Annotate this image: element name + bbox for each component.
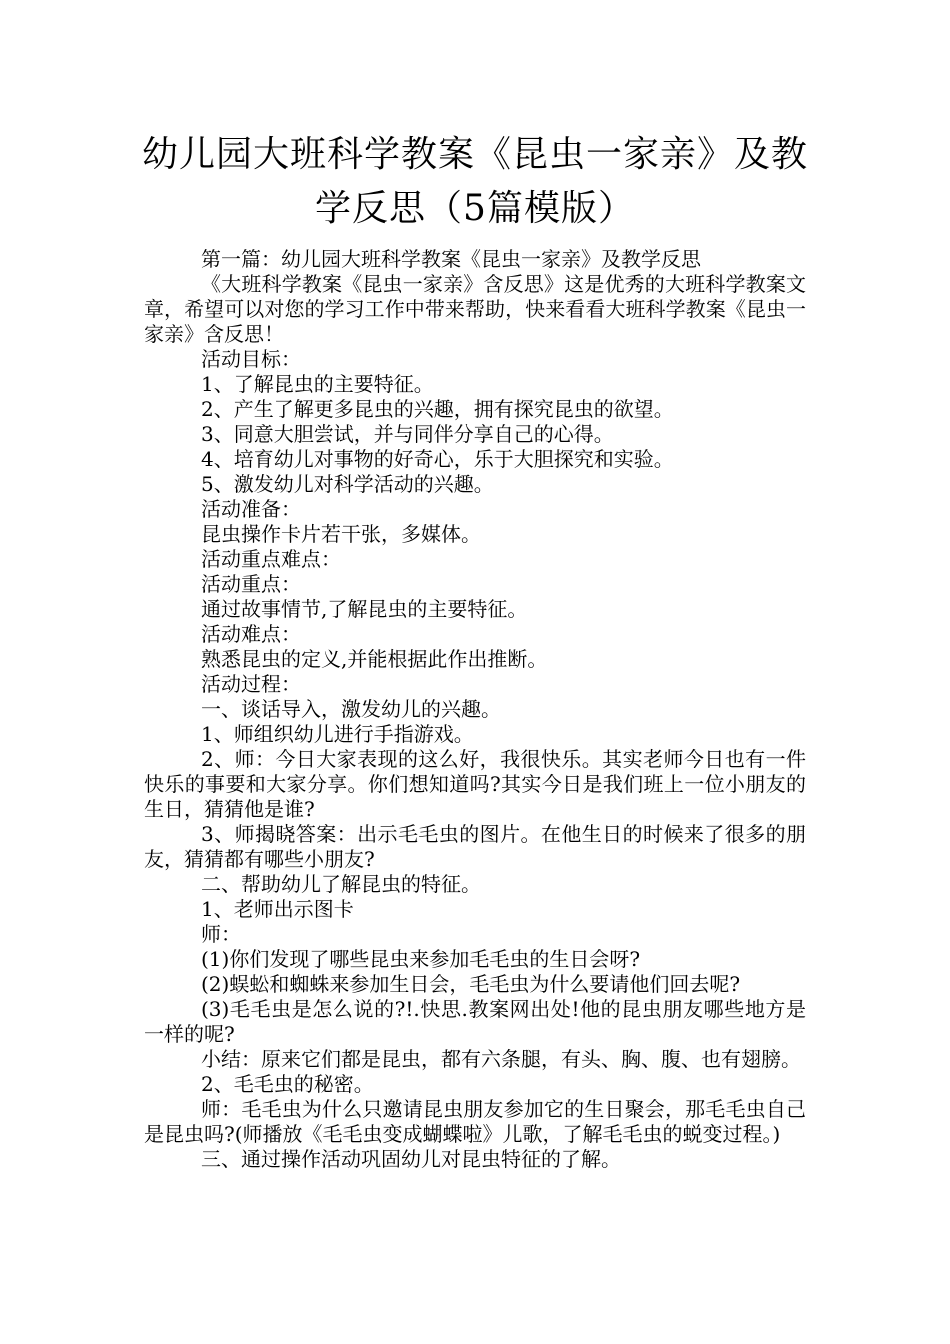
process-step: 2、师：今日大家表现的这么好，我很快乐。其实老师今日也有一件快乐的事要和大家分享。你们想知道吗?其实今日是我们班上一位小朋友的生日，猜猜他是谁? xyxy=(144,747,806,821)
goal-item: 1、了解昆虫的主要特征。 xyxy=(201,372,434,396)
heading-key-points: 活动重点： xyxy=(201,572,301,596)
difficulties-text: 熟悉昆虫的定义,并能根据此作出推断。 xyxy=(201,647,548,671)
goal-item: 2、产生了解更多昆虫的兴趣，拥有探究昆虫的欲望。 xyxy=(201,397,674,421)
heading-process: 活动过程： xyxy=(201,672,301,696)
preparation-text: 昆虫操作卡片若干张，多媒体。 xyxy=(201,522,481,546)
process-step: 1、师组织幼儿进行手指游戏。 xyxy=(201,722,474,746)
intro-paragraph: 《大班科学教案《昆虫一家亲》含反思》这是优秀的大班科学教案文章，希望可以对您的学习工作中带来帮助，快来看看大班科学教案《昆虫一家亲》含反思！ xyxy=(144,272,806,346)
title-line-1: 幼儿园大班科学教案《昆虫一家亲》及教 xyxy=(141,134,808,175)
heading-goals: 活动目标： xyxy=(201,347,301,371)
process-step: 一、谈话导入，激发幼儿的兴趣。 xyxy=(201,697,501,721)
question-item: (2)蜈蚣和蜘蛛来参加生日会，毛毛虫为什么要请他们回去呢? xyxy=(201,972,741,996)
summary-text: 小结：原来它们都是昆虫，都有六条腿，有头、胸、腹、也有翅膀。 xyxy=(201,1047,801,1071)
process-step: 1、老师出示图卡 xyxy=(201,897,354,921)
document-body xyxy=(144,247,806,1172)
process-step: 师： xyxy=(201,922,241,946)
goal-item: 5、激发幼儿对科学活动的兴趣。 xyxy=(201,472,494,496)
process-step: 三、通过操作活动巩固幼儿对昆虫特征的了解。 xyxy=(201,1147,621,1171)
process-step: 3、师揭晓答案：出示毛毛虫的图片。在他生日的时候来了很多的朋友，猜猜都有哪些小朋友? xyxy=(144,822,806,871)
heading-key-difficult: 活动重点难点： xyxy=(201,547,341,571)
process-step: 2、毛毛虫的秘密。 xyxy=(201,1072,374,1096)
goal-item: 3、同意大胆尝试，并与同伴分享自己的心得。 xyxy=(201,422,614,446)
question-item: (3)毛毛虫是怎么说的?!.快思.教案网出处!他的昆虫朋友哪些地方是一样的呢? xyxy=(144,997,806,1046)
section-heading: 第一篇：幼儿园大班科学教案《昆虫一家亲》及教学反思 xyxy=(201,247,701,271)
question-item: (1)你们发现了哪些昆虫来参加毛毛虫的生日会呀? xyxy=(201,947,641,971)
heading-difficulties: 活动难点： xyxy=(201,622,301,646)
process-step: 师：毛毛虫为什么只邀请昆虫朋友参加它的生日聚会，那毛毛虫自己是昆虫吗?(师播放《毛毛虫变成蝴蝶啦》儿歌，了解毛毛虫的蜕变过程。) xyxy=(144,1097,806,1146)
goal-item: 4、培育幼儿对事物的好奇心，乐于大胆探究和实验。 xyxy=(201,447,674,471)
document-title xyxy=(140,128,810,236)
process-step: 二、帮助幼儿了解昆虫的特征。 xyxy=(201,872,481,896)
heading-preparation: 活动准备： xyxy=(201,497,301,521)
title-line-2: 学反思（5篇模版） xyxy=(315,188,635,229)
key-points-text: 通过故事情节,了解昆虫的主要特征。 xyxy=(201,597,528,621)
